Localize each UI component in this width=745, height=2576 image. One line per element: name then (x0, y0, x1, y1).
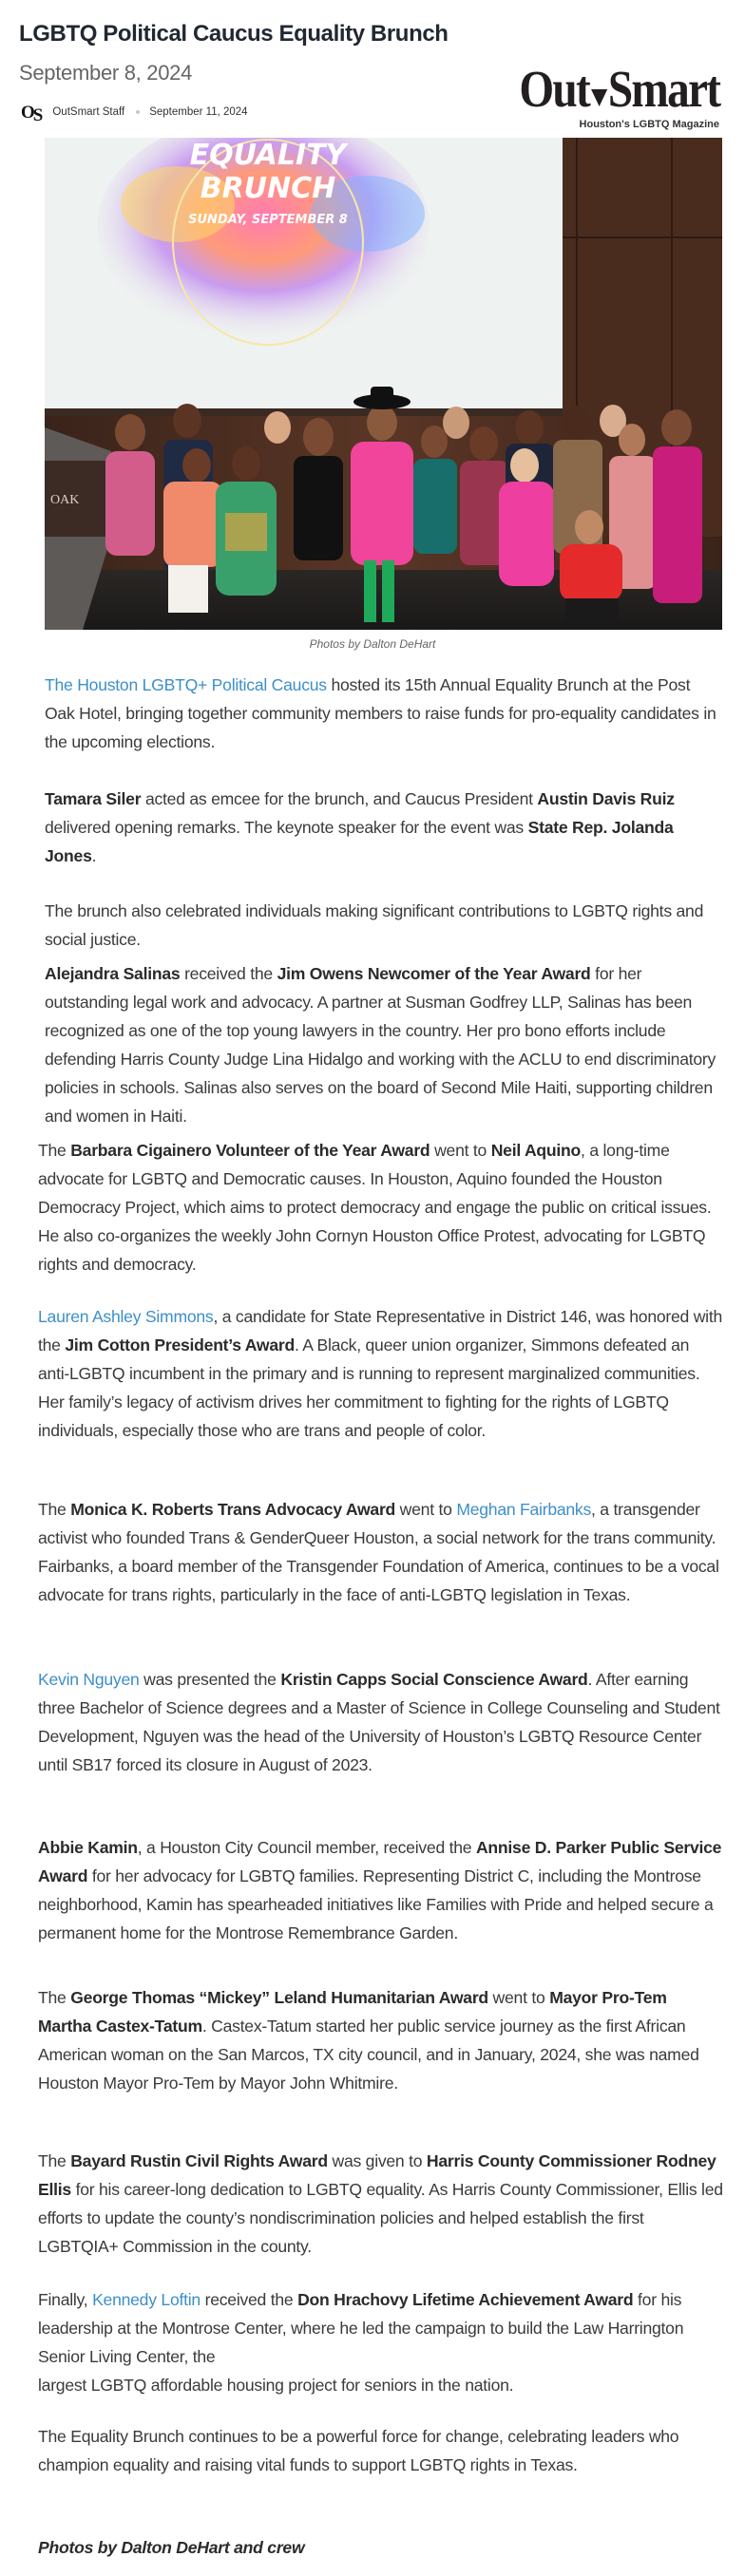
screen-title-line1: EQUALITY (189, 139, 347, 172)
publish-date: September 11, 2024 (149, 106, 248, 118)
photo-credit: Photos by Dalton DeHart and crew (38, 2538, 305, 2557)
paragraph-castex-tatum: The George Thomas “Mickey” Leland Humanitarian Award went to Mayor Pro-Tem Martha Castex-Tatum. Castex-Tatum started her public service journey as the first African American woman on the San Marcos, TX city council, and in January, 2024, she was named Houston Mayor Pro-Tem by Mayor John Whitmire. (38, 1988, 699, 2093)
caucus-link[interactable]: The Houston LGBTQ+ Political Caucus (45, 675, 327, 694)
paragraph-nguyen: Kevin Nguyen was presented the Kristin Capps Social Conscience Award. After earning three Bachelor of Science degrees and a Master of Science in College Counseling and Student Development, Nguyen was the head of the University of Houston’s LGBTQ Resource Center until SB17 forced its closure in August of 2023. (38, 1670, 720, 1774)
paragraph-loftin: Finally, Kennedy Loftin received the Don Hrachovy Lifetime Achievement Award for his leadership at the Montrose Center, where he led the campaign to build the Law Harrington Senior Living Center, the largest LGBTQ affordable housing project for seniors in the nation. (38, 2290, 684, 2395)
logo-tagline: Houston's LGBTQ Magazine (579, 119, 719, 130)
paragraph-kamin: Abbie Kamin, a Houston City Council member, received the Annise D. Parker Public Service Award for her advocacy for LGBTQ families. Representing District C, including the Montrose neighborhood, Kamin has spearheaded initiatives like Families with Pride and helped secure a permanent home for the Montrose Remembrance Garden. (38, 1838, 722, 1942)
photo-caption: Photos by Dalton DeHart (309, 637, 436, 651)
event-group-photo (45, 138, 722, 630)
paragraph-closing: The Equality Brunch continues to be a powerful force for change, celebrating leaders who champion equality and raising vital funds to support LGBTQ rights in Texas. (38, 2427, 679, 2474)
paragraph-emcee: Tamara Siler acted as emcee for the brunch, and Caucus President Austin Davis Ruiz delivered opening remarks. The keynote speaker for the event was State Rep. Jolanda Jones. (45, 789, 675, 865)
paragraph-celebrated: The brunch also celebrated individuals making significant contributions to LGBTQ rights and social justice. (45, 901, 704, 949)
podium-sign: OAK (50, 493, 80, 507)
paragraph-intro: The Houston LGBTQ+ Political Caucus hosted its 15th Annual Equality Brunch at the Post Oak Hotel, bringing together community members to raise funds for pro-equality candidates in the upcoming elections. (45, 675, 716, 751)
logo-wordmark: Out Smart (519, 60, 719, 118)
paragraph-ellis: The Bayard Rustin Civil Rights Award was given to Harris County Commissioner Rodney Ellis for his career-long dedication to LGBTQ equality. As Harris County Commissioner, Ellis led efforts to update the county’s nondiscrimination policies and helped establish the first LGBTQIA+ Commission in the county. (38, 2151, 723, 2256)
loftin-link[interactable]: Kennedy Loftin (92, 2290, 201, 2309)
fairbanks-link[interactable]: Meghan Fairbanks (456, 1500, 592, 1519)
paragraph-aquino: The Barbara Cigainero Volunteer of the Year Award went to Neil Aquino, a long-time advocate for LGBTQ and Democratic causes. In Houston, Aquino founded the Houston Democracy Project, which aims to protect democracy and engage the public on critical issues. He also co-organizes the weekly John Cornyn Houston Office Protest, advocating for LGBTQ rights and democracy. (38, 1141, 712, 1274)
paragraph-simmons: Lauren Ashley Simmons, a candidate for State Representative in District 146, was honored with the Jim Cotton President’s Award. A Black, queer union organizer, Simmons defeated an anti-LGBTQ incumbent in the primary and is running to represent marginalized communities. Her family’s legacy of activism drives her commitment to fighting for the rights of LGBTQ individuals, especially those who are trans and people of color. (38, 1307, 722, 1440)
byline (21, 101, 248, 123)
separator-dot-icon (136, 110, 140, 114)
screen-date: SUNDAY, SEPTEMBER 8 (188, 213, 348, 227)
logo-triangle-icon (590, 89, 606, 106)
paragraph-salinas: Alejandra Salinas received the Jim Owens Newcomer of the Year Award for her outstanding legal work and advocacy. A partner at Susman Godfrey LLP, Salinas has been recognized as one of the top young lawyers in the country. Her pro bono efforts include defending Harris County Judge Lina Hidalgo and working with the ACLU to end discriminatory policies in schools. Salinas also serves on the board of Second Mile Haiti, supporting children and women in Haiti. (45, 964, 716, 1126)
paragraph-fairbanks: The Monica K. Roberts Trans Advocacy Award went to Meghan Fairbanks, a transgender activist who founded Trans & GenderQueer Houston, a social network for the trans community. Fairbanks, a board member of the Transgender Foundation of America, continues to be a vocal advocate for trans rights, particularly in the face of anti-LGBTQ legislation in Texas. (38, 1500, 719, 1604)
photo-illustration (45, 138, 722, 630)
event-date: September 8, 2024 (19, 61, 193, 85)
simmons-link[interactable]: Lauren Ashley Simmons (38, 1307, 214, 1326)
nguyen-link[interactable]: Kevin Nguyen (38, 1670, 140, 1689)
author-avatar-icon[interactable]: OS (21, 102, 42, 125)
author-name[interactable]: OutSmart Staff (52, 106, 125, 118)
outsmart-logo[interactable] (480, 60, 727, 135)
article-title: LGBTQ Political Caucus Equality Brunch (19, 21, 449, 47)
screen-title-line2: BRUNCH (200, 172, 336, 205)
